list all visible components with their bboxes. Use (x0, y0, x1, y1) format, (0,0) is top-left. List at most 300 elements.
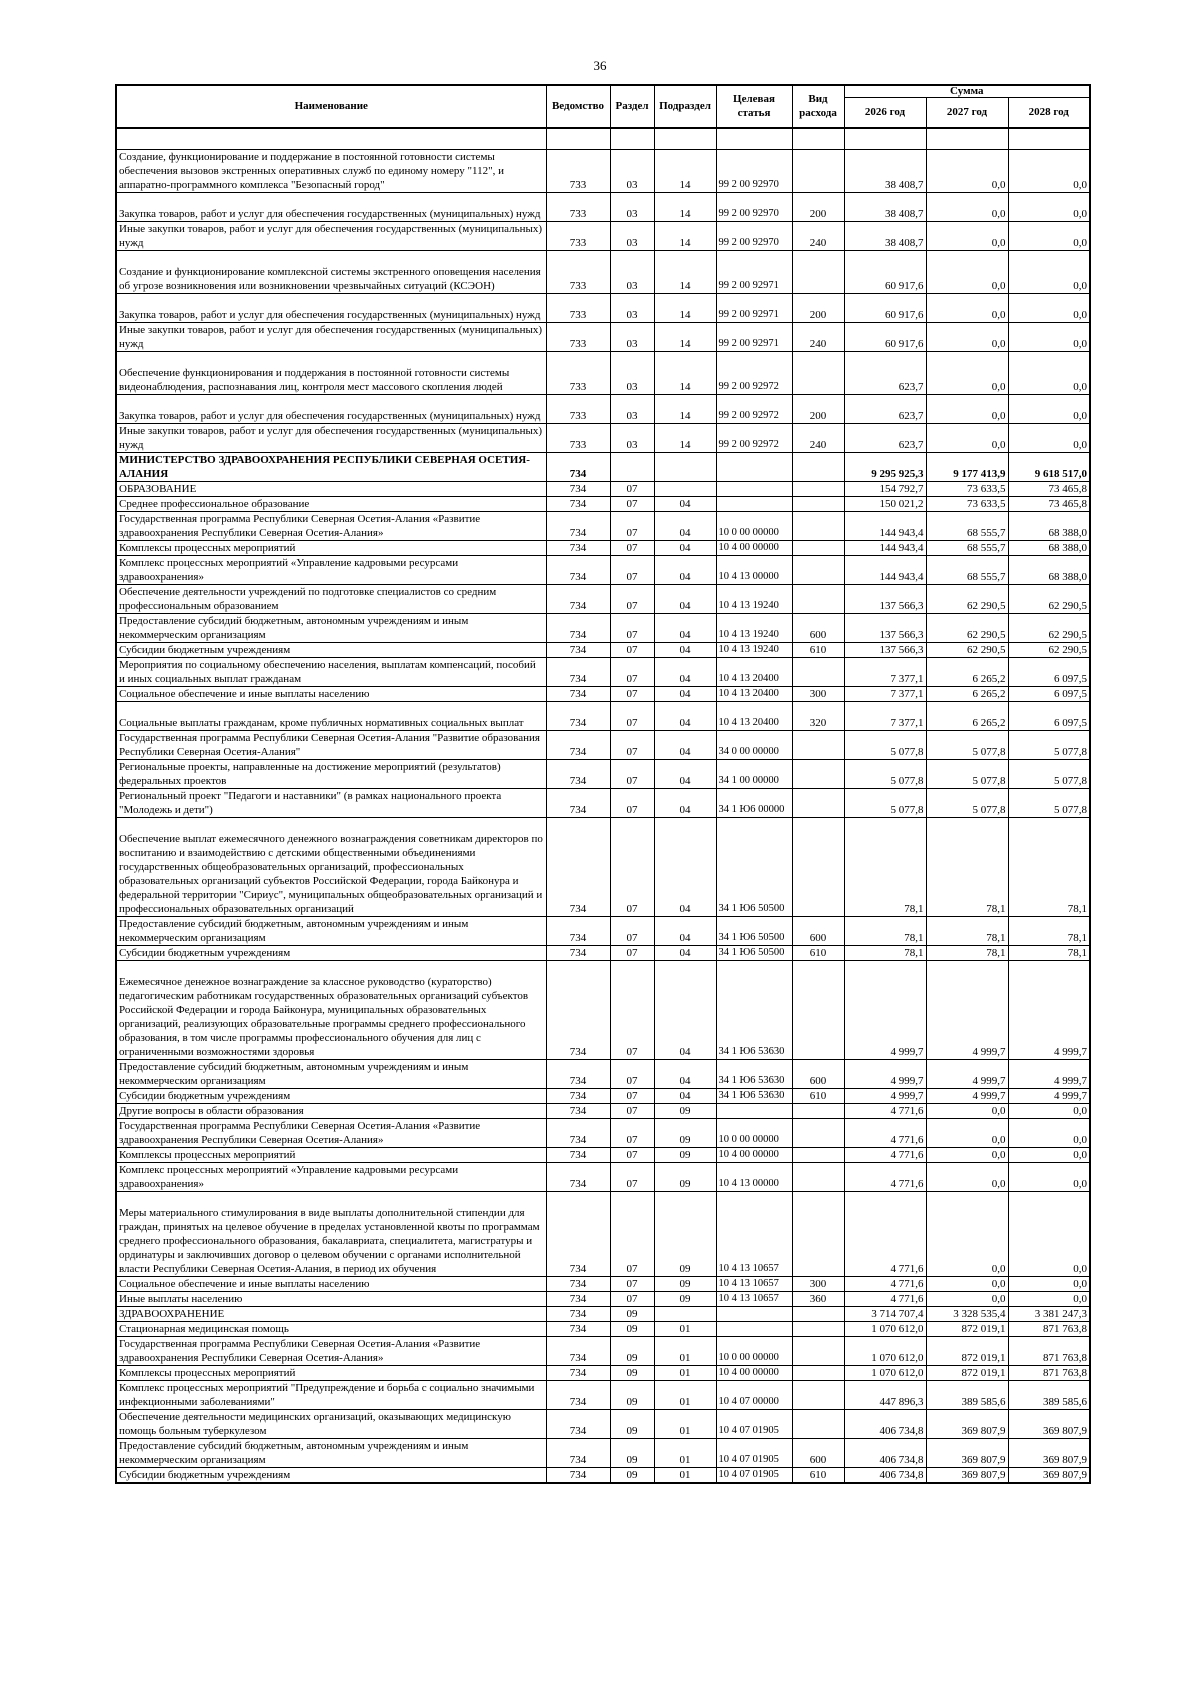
row-sum-2027: 4 999,7 (926, 1088, 1008, 1103)
row-sum-2027: 872 019,1 (926, 1336, 1008, 1365)
row-name: Комплекс процессных мероприятий "Предупреждение и борьба с социально значимыми инфекционными заболеваниями" (116, 1380, 546, 1409)
row-sum-2028: 0,0 (1008, 322, 1090, 351)
row-sum-2027: 9 177 413,9 (926, 452, 1008, 481)
row-sum-2027: 0,0 (926, 250, 1008, 293)
row-podrazdel: 14 (654, 423, 716, 452)
row-razdel: 07 (610, 1162, 654, 1191)
row-sum-2026: 144 943,4 (844, 511, 926, 540)
row-name: Иные закупки товаров, работ и услуг для обеспечения государственных (муниципальных) нужд (116, 221, 546, 250)
row-sum-2027: 68 555,7 (926, 555, 1008, 584)
row-vedomstvo: 734 (546, 1438, 610, 1467)
row-sum-2028: 0,0 (1008, 1191, 1090, 1276)
row-celevaya-statya: 99 2 00 92972 (716, 351, 792, 394)
row-sum-2028: 4 999,7 (1008, 960, 1090, 1059)
row-sum-2026: 38 408,7 (844, 149, 926, 192)
row-vid-raskhoda (792, 1409, 844, 1438)
row-vedomstvo: 734 (546, 1409, 610, 1438)
row-celevaya-statya: 10 4 13 20400 (716, 686, 792, 701)
row-sum-2027: 4 999,7 (926, 960, 1008, 1059)
header-celevaya-statya: Целевая статья (716, 85, 792, 128)
row-podrazdel: 04 (654, 701, 716, 730)
table-row (116, 540, 1090, 555)
row-celevaya-statya: 10 4 07 01905 (716, 1467, 792, 1483)
row-celevaya-statya: 10 4 00 00000 (716, 1147, 792, 1162)
table-row (116, 584, 1090, 613)
row-vid-raskhoda: 300 (792, 686, 844, 701)
header-razdel: Раздел (610, 85, 654, 128)
row-sum-2028: 369 807,9 (1008, 1467, 1090, 1483)
row-vedomstvo: 733 (546, 423, 610, 452)
row-vid-raskhoda: 200 (792, 394, 844, 423)
row-podrazdel: 14 (654, 221, 716, 250)
row-vedomstvo: 734 (546, 452, 610, 481)
row-celevaya-statya: 10 4 00 00000 (716, 1365, 792, 1380)
row-razdel: 09 (610, 1380, 654, 1409)
table-row (116, 916, 1090, 945)
row-celevaya-statya: 10 4 13 20400 (716, 657, 792, 686)
table-row (116, 1162, 1090, 1191)
row-name: МИНИСТЕРСТВО ЗДРАВООХРАНЕНИЯ РЕСПУБЛИКИ СЕВЕРНАЯ ОСЕТИЯ-АЛАНИЯ (116, 452, 546, 481)
row-vedomstvo: 734 (546, 1059, 610, 1088)
row-sum-2028: 5 077,8 (1008, 759, 1090, 788)
row-vid-raskhoda: 300 (792, 1276, 844, 1291)
table-row (116, 481, 1090, 496)
row-vedomstvo: 733 (546, 293, 610, 322)
row-razdel: 03 (610, 322, 654, 351)
row-sum-2026: 4 999,7 (844, 960, 926, 1059)
row-sum-2027: 369 807,9 (926, 1438, 1008, 1467)
row-razdel: 07 (610, 960, 654, 1059)
table-row (116, 293, 1090, 322)
row-vid-raskhoda: 610 (792, 642, 844, 657)
row-vid-raskhoda (792, 351, 844, 394)
row-sum-2027: 62 290,5 (926, 584, 1008, 613)
row-podrazdel: 04 (654, 657, 716, 686)
row-vedomstvo: 734 (546, 481, 610, 496)
row-razdel: 07 (610, 496, 654, 511)
row-vedomstvo: 734 (546, 916, 610, 945)
header-year-2026: 2026 год (844, 98, 926, 128)
row-name: Субсидии бюджетным учреждениям (116, 1088, 546, 1103)
row-celevaya-statya: 99 2 00 92971 (716, 293, 792, 322)
row-sum-2027: 0,0 (926, 293, 1008, 322)
row-sum-2026: 38 408,7 (844, 221, 926, 250)
row-vedomstvo: 734 (546, 1276, 610, 1291)
row-sum-2028: 0,0 (1008, 394, 1090, 423)
row-razdel: 03 (610, 394, 654, 423)
row-vid-raskhoda (792, 149, 844, 192)
row-sum-2028: 0,0 (1008, 423, 1090, 452)
table-row (116, 1306, 1090, 1321)
row-name: Создание, функционирование и поддержание в постоянной готовности системы обеспечения вызовов экстренных оперативных служб по единому номеру "112", и аппаратно-программного комплекса "Безопасный город" (116, 149, 546, 192)
row-celevaya-statya: 10 4 13 10657 (716, 1276, 792, 1291)
row-sum-2027: 6 265,2 (926, 686, 1008, 701)
row-name: Иные закупки товаров, работ и услуг для обеспечения государственных (муниципальных) нужд (116, 423, 546, 452)
row-vedomstvo: 734 (546, 613, 610, 642)
row-celevaya-statya: 10 4 13 20400 (716, 701, 792, 730)
row-razdel: 03 (610, 149, 654, 192)
row-celevaya-statya (716, 496, 792, 511)
row-sum-2027: 0,0 (926, 1103, 1008, 1118)
row-sum-2028: 68 388,0 (1008, 555, 1090, 584)
row-sum-2026: 1 070 612,0 (844, 1336, 926, 1365)
row-name: Закупка товаров, работ и услуг для обеспечения государственных (муниципальных) нужд (116, 192, 546, 221)
row-sum-2027: 0,0 (926, 221, 1008, 250)
row-vid-raskhoda (792, 1365, 844, 1380)
row-vid-raskhoda (792, 584, 844, 613)
row-vedomstvo: 733 (546, 250, 610, 293)
row-vid-raskhoda (792, 657, 844, 686)
row-razdel: 07 (610, 945, 654, 960)
row-vid-raskhoda: 600 (792, 1438, 844, 1467)
row-celevaya-statya: 10 0 00 00000 (716, 1336, 792, 1365)
row-name: Государственная программа Республики Северная Осетия-Алания «Развитие здравоохранения Республики Северная Осетия-Алания» (116, 511, 546, 540)
row-sum-2027: 0,0 (926, 1118, 1008, 1147)
table-row (116, 788, 1090, 817)
row-sum-2027: 872 019,1 (926, 1365, 1008, 1380)
row-sum-2026: 78,1 (844, 945, 926, 960)
row-name: ЗДРАВООХРАНЕНИЕ (116, 1306, 546, 1321)
row-vid-raskhoda (792, 555, 844, 584)
table-row (116, 423, 1090, 452)
row-sum-2028: 62 290,5 (1008, 584, 1090, 613)
row-vedomstvo: 734 (546, 1365, 610, 1380)
row-name: Государственная программа Республики Северная Осетия-Алания «Развитие здравоохранения Республики Северная Осетия-Алания» (116, 1118, 546, 1147)
row-podrazdel: 14 (654, 250, 716, 293)
row-vid-raskhoda: 240 (792, 322, 844, 351)
row-vid-raskhoda: 610 (792, 1467, 844, 1483)
row-razdel: 07 (610, 1103, 654, 1118)
row-celevaya-statya: 10 4 13 00000 (716, 555, 792, 584)
row-razdel: 07 (610, 1147, 654, 1162)
row-name: Обеспечение функционирования и поддержания в постоянной готовности системы видеонаблюдения, распознавания лиц, контроля мест массового скопления людей (116, 351, 546, 394)
row-vid-raskhoda: 360 (792, 1291, 844, 1306)
row-sum-2026: 9 295 925,3 (844, 452, 926, 481)
table-row (116, 1409, 1090, 1438)
row-razdel: 03 (610, 351, 654, 394)
row-sum-2027: 0,0 (926, 1276, 1008, 1291)
row-podrazdel: 09 (654, 1276, 716, 1291)
row-name: Закупка товаров, работ и услуг для обеспечения государственных (муниципальных) нужд (116, 293, 546, 322)
row-sum-2028: 62 290,5 (1008, 642, 1090, 657)
row-vid-raskhoda (792, 1321, 844, 1336)
row-sum-2026: 7 377,1 (844, 657, 926, 686)
row-celevaya-statya: 34 1 Ю6 50500 (716, 945, 792, 960)
row-name: Иные закупки товаров, работ и услуг для обеспечения государственных (муниципальных) нужд (116, 322, 546, 351)
row-name: Обеспечение деятельности учреждений по подготовке специалистов со средним профессиональным образованием (116, 584, 546, 613)
row-sum-2027: 0,0 (926, 1162, 1008, 1191)
row-sum-2027: 68 555,7 (926, 511, 1008, 540)
row-podrazdel: 01 (654, 1467, 716, 1483)
row-sum-2027: 0,0 (926, 1147, 1008, 1162)
row-celevaya-statya: 10 0 00 00000 (716, 1118, 792, 1147)
row-name: Иные выплаты населению (116, 1291, 546, 1306)
row-sum-2026: 137 566,3 (844, 642, 926, 657)
table-row (116, 1147, 1090, 1162)
row-name: Комплекс процессных мероприятий «Управление кадровыми ресурсами здравоохранения» (116, 555, 546, 584)
row-podrazdel: 01 (654, 1380, 716, 1409)
row-sum-2028: 5 077,8 (1008, 788, 1090, 817)
row-vedomstvo: 734 (546, 657, 610, 686)
row-vid-raskhoda (792, 759, 844, 788)
row-podrazdel: 04 (654, 916, 716, 945)
row-vedomstvo: 734 (546, 1103, 610, 1118)
row-podrazdel: 01 (654, 1409, 716, 1438)
row-celevaya-statya: 99 2 00 92970 (716, 221, 792, 250)
row-podrazdel: 04 (654, 686, 716, 701)
row-name: Обеспечение деятельности медицинских организаций, оказывающих медицинскую помощь больным туберкулезом (116, 1409, 546, 1438)
row-sum-2028: 0,0 (1008, 221, 1090, 250)
row-sum-2026: 4 771,6 (844, 1276, 926, 1291)
row-sum-2028: 871 763,8 (1008, 1336, 1090, 1365)
row-celevaya-statya: 34 1 Ю6 00000 (716, 788, 792, 817)
table-row (116, 1291, 1090, 1306)
row-podrazdel: 04 (654, 945, 716, 960)
row-razdel: 03 (610, 293, 654, 322)
row-podrazdel: 14 (654, 192, 716, 221)
row-celevaya-statya: 99 2 00 92971 (716, 250, 792, 293)
spacer-row (116, 128, 1090, 150)
row-vid-raskhoda (792, 730, 844, 759)
row-podrazdel: 04 (654, 759, 716, 788)
row-razdel: 09 (610, 1336, 654, 1365)
row-vedomstvo: 734 (546, 1191, 610, 1276)
row-sum-2028: 6 097,5 (1008, 657, 1090, 686)
row-podrazdel: 01 (654, 1365, 716, 1380)
row-celevaya-statya: 10 0 00 00000 (716, 511, 792, 540)
row-vid-raskhoda (792, 1147, 844, 1162)
row-podrazdel: 04 (654, 555, 716, 584)
row-name: Предоставление субсидий бюджетным, автономным учреждениям и иным некоммерческим организациям (116, 916, 546, 945)
table-row (116, 1088, 1090, 1103)
row-razdel: 07 (610, 540, 654, 555)
row-razdel: 07 (610, 759, 654, 788)
table-row (116, 452, 1090, 481)
row-celevaya-statya: 10 4 13 10657 (716, 1291, 792, 1306)
row-vedomstvo: 734 (546, 788, 610, 817)
row-razdel: 03 (610, 423, 654, 452)
row-podrazdel: 04 (654, 1088, 716, 1103)
row-sum-2028: 0,0 (1008, 250, 1090, 293)
table-row (116, 394, 1090, 423)
table-body (116, 128, 1090, 1483)
row-celevaya-statya: 34 1 Ю6 53630 (716, 1059, 792, 1088)
row-sum-2026: 447 896,3 (844, 1380, 926, 1409)
row-sum-2026: 38 408,7 (844, 192, 926, 221)
row-sum-2028: 73 465,8 (1008, 481, 1090, 496)
row-razdel: 07 (610, 730, 654, 759)
row-name: ОБРАЗОВАНИЕ (116, 481, 546, 496)
row-podrazdel: 14 (654, 149, 716, 192)
row-sum-2026: 4 999,7 (844, 1088, 926, 1103)
row-vedomstvo: 734 (546, 584, 610, 613)
row-sum-2027: 4 999,7 (926, 1059, 1008, 1088)
row-sum-2027: 5 077,8 (926, 759, 1008, 788)
row-sum-2026: 78,1 (844, 817, 926, 916)
row-vid-raskhoda: 600 (792, 613, 844, 642)
table-row (116, 511, 1090, 540)
row-razdel: 03 (610, 250, 654, 293)
row-vedomstvo: 734 (546, 1321, 610, 1336)
row-podrazdel: 09 (654, 1291, 716, 1306)
budget-table (115, 84, 1091, 1484)
row-name: Создание и функционирование комплексной системы экстренного оповещения населения об угрозе возникновения или возникновении чрезвычайных ситуаций (КСЭОН) (116, 250, 546, 293)
row-razdel: 03 (610, 221, 654, 250)
row-sum-2027: 369 807,9 (926, 1467, 1008, 1483)
row-vedomstvo: 734 (546, 555, 610, 584)
row-razdel: 07 (610, 701, 654, 730)
row-sum-2028: 78,1 (1008, 817, 1090, 916)
row-podrazdel: 01 (654, 1438, 716, 1467)
row-podrazdel: 14 (654, 322, 716, 351)
row-razdel: 09 (610, 1438, 654, 1467)
row-razdel: 07 (610, 511, 654, 540)
row-sum-2028: 4 999,7 (1008, 1088, 1090, 1103)
row-sum-2027: 3 328 535,4 (926, 1306, 1008, 1321)
row-sum-2028: 9 618 517,0 (1008, 452, 1090, 481)
row-sum-2027: 6 265,2 (926, 701, 1008, 730)
row-podrazdel: 04 (654, 511, 716, 540)
row-celevaya-statya: 99 2 00 92971 (716, 322, 792, 351)
table-row (116, 149, 1090, 192)
row-vid-raskhoda: 240 (792, 221, 844, 250)
row-vid-raskhoda: 610 (792, 1088, 844, 1103)
row-podrazdel: 01 (654, 1336, 716, 1365)
row-vedomstvo: 734 (546, 759, 610, 788)
table-row (116, 1336, 1090, 1365)
row-sum-2027: 6 265,2 (926, 657, 1008, 686)
row-razdel: 07 (610, 1118, 654, 1147)
header-podrazdel: Подраздел (654, 85, 716, 128)
row-sum-2027: 68 555,7 (926, 540, 1008, 555)
row-podrazdel: 14 (654, 394, 716, 423)
row-vid-raskhoda: 610 (792, 945, 844, 960)
row-razdel: 07 (610, 584, 654, 613)
row-sum-2026: 5 077,8 (844, 730, 926, 759)
table-row (116, 322, 1090, 351)
row-sum-2028: 0,0 (1008, 149, 1090, 192)
row-vid-raskhoda (792, 250, 844, 293)
row-celevaya-statya: 10 4 07 00000 (716, 1380, 792, 1409)
row-sum-2026: 137 566,3 (844, 613, 926, 642)
row-sum-2028: 871 763,8 (1008, 1365, 1090, 1380)
row-sum-2026: 137 566,3 (844, 584, 926, 613)
row-vedomstvo: 734 (546, 1467, 610, 1483)
row-sum-2028: 0,0 (1008, 1291, 1090, 1306)
row-vid-raskhoda (792, 1162, 844, 1191)
row-vid-raskhoda (792, 788, 844, 817)
row-sum-2028: 3 381 247,3 (1008, 1306, 1090, 1321)
table-row (116, 657, 1090, 686)
row-sum-2028: 68 388,0 (1008, 540, 1090, 555)
table-row (116, 1380, 1090, 1409)
row-podrazdel: 04 (654, 1059, 716, 1088)
table-row (116, 817, 1090, 916)
row-podrazdel: 04 (654, 496, 716, 511)
row-sum-2027: 0,0 (926, 322, 1008, 351)
row-celevaya-statya: 10 4 07 01905 (716, 1438, 792, 1467)
row-sum-2027: 5 077,8 (926, 788, 1008, 817)
table-row (116, 642, 1090, 657)
row-sum-2026: 7 377,1 (844, 701, 926, 730)
row-celevaya-statya (716, 1103, 792, 1118)
row-sum-2026: 5 077,8 (844, 759, 926, 788)
row-vid-raskhoda (792, 1103, 844, 1118)
row-name: Предоставление субсидий бюджетным, автономным учреждениям и иным некоммерческим организациям (116, 613, 546, 642)
row-celevaya-statya: 10 4 13 00000 (716, 1162, 792, 1191)
row-razdel: 09 (610, 1467, 654, 1483)
row-podrazdel: 14 (654, 351, 716, 394)
header-year-2028: 2028 год (1008, 98, 1090, 128)
row-name: Субсидии бюджетным учреждениям (116, 1467, 546, 1483)
row-sum-2026: 406 734,8 (844, 1467, 926, 1483)
row-vedomstvo: 734 (546, 1306, 610, 1321)
table-row (116, 1467, 1090, 1483)
row-sum-2026: 150 021,2 (844, 496, 926, 511)
row-vid-raskhoda: 200 (792, 293, 844, 322)
row-razdel: 03 (610, 192, 654, 221)
row-sum-2026: 1 070 612,0 (844, 1365, 926, 1380)
row-name: Комплексы процессных мероприятий (116, 1365, 546, 1380)
row-sum-2027: 73 633,5 (926, 496, 1008, 511)
row-podrazdel: 09 (654, 1191, 716, 1276)
row-celevaya-statya: 10 4 13 10657 (716, 1191, 792, 1276)
header-name: Наименование (116, 85, 546, 128)
row-podrazdel: 04 (654, 642, 716, 657)
table-row (116, 701, 1090, 730)
row-sum-2026: 60 917,6 (844, 322, 926, 351)
row-vid-raskhoda (792, 1380, 844, 1409)
row-sum-2028: 0,0 (1008, 1103, 1090, 1118)
row-sum-2028: 62 290,5 (1008, 613, 1090, 642)
row-celevaya-statya (716, 481, 792, 496)
row-sum-2028: 369 807,9 (1008, 1409, 1090, 1438)
row-razdel: 07 (610, 657, 654, 686)
table-row (116, 730, 1090, 759)
row-razdel: 09 (610, 1365, 654, 1380)
row-vid-raskhoda (792, 1306, 844, 1321)
table-row (116, 496, 1090, 511)
row-vedomstvo: 734 (546, 945, 610, 960)
row-sum-2028: 0,0 (1008, 1162, 1090, 1191)
row-name: Региональный проект "Педагоги и наставники" (в рамках национального проекта "Молодежь и дети") (116, 788, 546, 817)
row-name: Меры материального стимулирования в виде выплаты дополнительной стипендии для граждан, принятых на целевое обучение в пределах установленной квоты по программам среднего профессионального образования, бакалавриата, специалитета, магистратуры и ординатуры и заключивших договор о целевом обучении с органами исполнительной власти Республики Северная Осетия-Алания, в период их обучения (116, 1191, 546, 1276)
row-sum-2027: 62 290,5 (926, 613, 1008, 642)
table-row (116, 1191, 1090, 1276)
row-celevaya-statya: 34 1 Ю6 50500 (716, 916, 792, 945)
row-name: Комплексы процессных мероприятий (116, 1147, 546, 1162)
row-name: Субсидии бюджетным учреждениям (116, 945, 546, 960)
row-name: Предоставление субсидий бюджетным, автономным учреждениям и иным некоммерческим организациям (116, 1059, 546, 1088)
row-vedomstvo: 734 (546, 1380, 610, 1409)
row-razdel: 07 (610, 1059, 654, 1088)
table-row (116, 1103, 1090, 1118)
row-sum-2026: 4 771,6 (844, 1103, 926, 1118)
row-sum-2026: 623,7 (844, 351, 926, 394)
row-podrazdel (654, 1306, 716, 1321)
row-podrazdel: 14 (654, 293, 716, 322)
row-sum-2028: 0,0 (1008, 1118, 1090, 1147)
row-podrazdel (654, 481, 716, 496)
row-vedomstvo: 733 (546, 192, 610, 221)
header-summa: Сумма (844, 85, 1090, 98)
row-name: Стационарная медицинская помощь (116, 1321, 546, 1336)
row-vedomstvo: 733 (546, 351, 610, 394)
row-sum-2026: 7 377,1 (844, 686, 926, 701)
row-sum-2026: 406 734,8 (844, 1438, 926, 1467)
table-row (116, 1276, 1090, 1291)
row-razdel: 07 (610, 817, 654, 916)
